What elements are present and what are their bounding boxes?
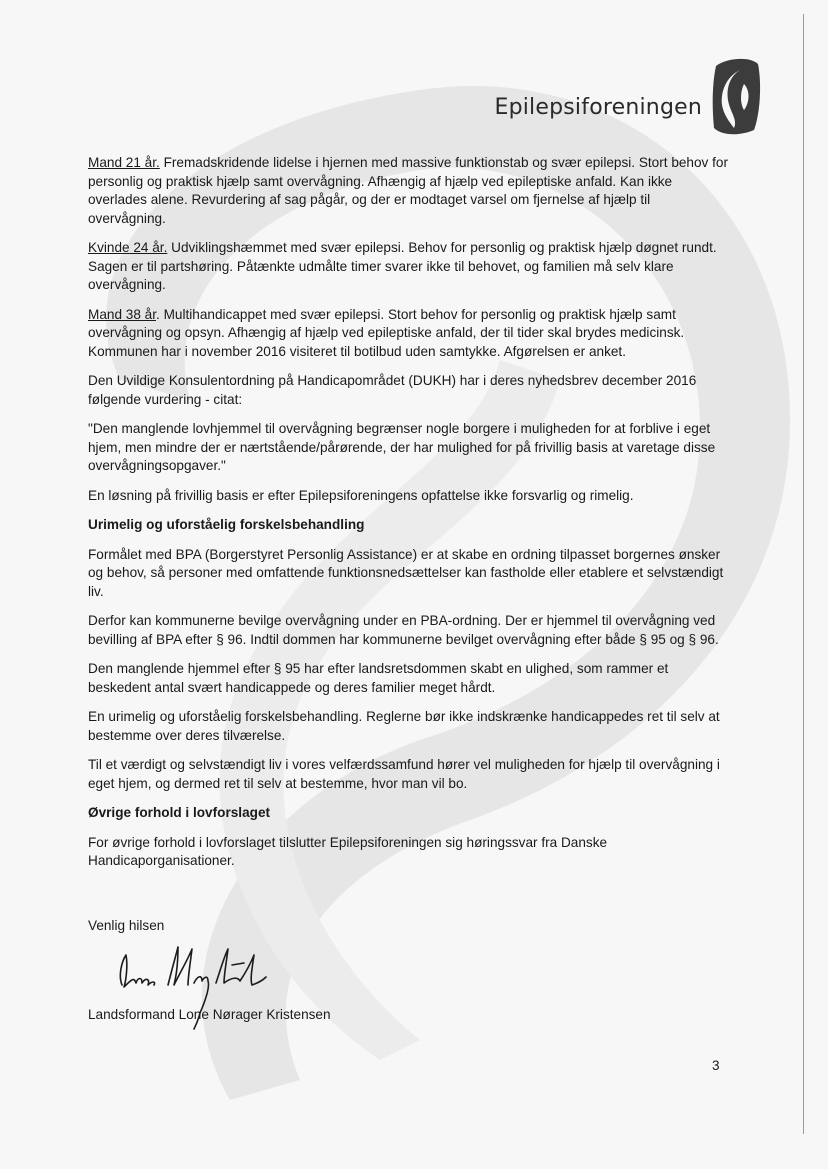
signer-name: Landsformand Lone Nørager Kristensen (88, 1007, 331, 1022)
section-paragraph: Den manglende hjemmel efter § 95 har efter landsretsdommen skabt en ulighed, som rammer et beskedent antal svært handicappede og deres familier meget hårdt. (88, 661, 669, 695)
section-paragraph: Til et værdigt og selvstændigt liv i vores velfærdssamfund hører vel muligheden for hjælp til overvågning i eget hjem, og dermed ret til selv at bestemme, hvor man vil bo. (88, 757, 720, 791)
letterhead (494, 48, 762, 138)
section-paragraph: For øvrige forhold i lovforslaget tilslutter Epilepsiforeningen sig høringssvar fra Danske Handicaporganisationer. (88, 834, 608, 868)
case-text: Fremadskridende lidelse i hjernen med massive funktionstab og svær epilepsi. Stort behov for personlig og praktisk hjælp samt overvågning. Afhængig af hjælp ved epileptiske anfald. Kan ikke overlades alene. Revurdering af sag pågår, og der er modtaget varsel om fjernelse af hjælp til overvågning. (88, 155, 728, 226)
case-lead: Mand 38 år (88, 306, 157, 322)
case-text: . Multihandicappet med svær epilepsi. Stort behov for personlig og praktisk hjælp samt overvågning og opsyn. Afhængig af hjælp ved epileptiske anfald, der til tider skal brydes medicinsk. Kommunen har i november 2016 visiteret til botilbud uden samtykke. Afgørelsen er anket. (88, 306, 685, 359)
letter-body (88, 154, 728, 882)
section-heading: Øvrige forhold i lovforslaget (88, 805, 271, 820)
page-number: 3 (712, 1058, 720, 1073)
case-paragraph (88, 306, 728, 362)
case-text: Udviklingshæmmet med svær epilepsi. Behov for personlig og praktisk hjælp døgnet rundt. Sagen er til partshøring. Påtænkte udmålte timer svarer ikke til behovet, og familien må selv klare overvågning. (88, 240, 717, 292)
section-paragraph: Formålet med BPA (Borgerstyret Personlig Assistance) er at skabe en ordning tilpasset borgernes ønsker og behov, så personer med omfattende funktionsnedsættelser kan fastholde eller etablere et selvstændigt liv. (88, 546, 724, 599)
dukh-intro: Den Uvildige Konsulentordning på Handicapområdet (DUKH) har i deres nyhedsbrev december 2016 følgende vurdering - citat: (88, 373, 697, 407)
dukh-quote: "Den manglende lovhjemmel til overvågning begrænser nogle borgere i muligheden for at forblive i eget hjem, men mindre der er nærtstående/pårørende, der har mulighed for på frivillig basis at varetage disse overvågningsopgaver." (88, 421, 716, 473)
case-paragraph (88, 239, 728, 295)
section-heading: Urimelig og uforståelig forskelsbehandling (88, 517, 365, 532)
case-lead: Kvinde 24 år. (88, 240, 168, 255)
right-margin-rule (803, 14, 804, 1134)
solution-statement: En løsning på frivillig basis er efter Epilepsiforeningens opfattelse ikke forsvarlig og rimelig. (88, 487, 634, 503)
section-paragraph: En urimelig og uforståelig forskelsbehandling. Reglerne bør ikke indskrænke handicappedes ret til selv at bestemme over deres tilværelse. (88, 709, 720, 743)
case-lead: Mand 21 år. (88, 155, 160, 170)
case-paragraph (88, 154, 728, 228)
section-paragraph: Derfor kan kommunerne bevilge overvågning under en PBA-ordning. Der er hjemmel til overvågning ved bevilling af BPA efter § 96. Indtil dommen har kommunerne bevilget overvågning efter både § 95 og § 96. (88, 613, 719, 647)
epilepsiforeningen-logo-icon (710, 54, 762, 138)
organization-name: Epilepsiforeningen (494, 95, 702, 120)
greeting: Venlig hilsen (88, 918, 165, 933)
